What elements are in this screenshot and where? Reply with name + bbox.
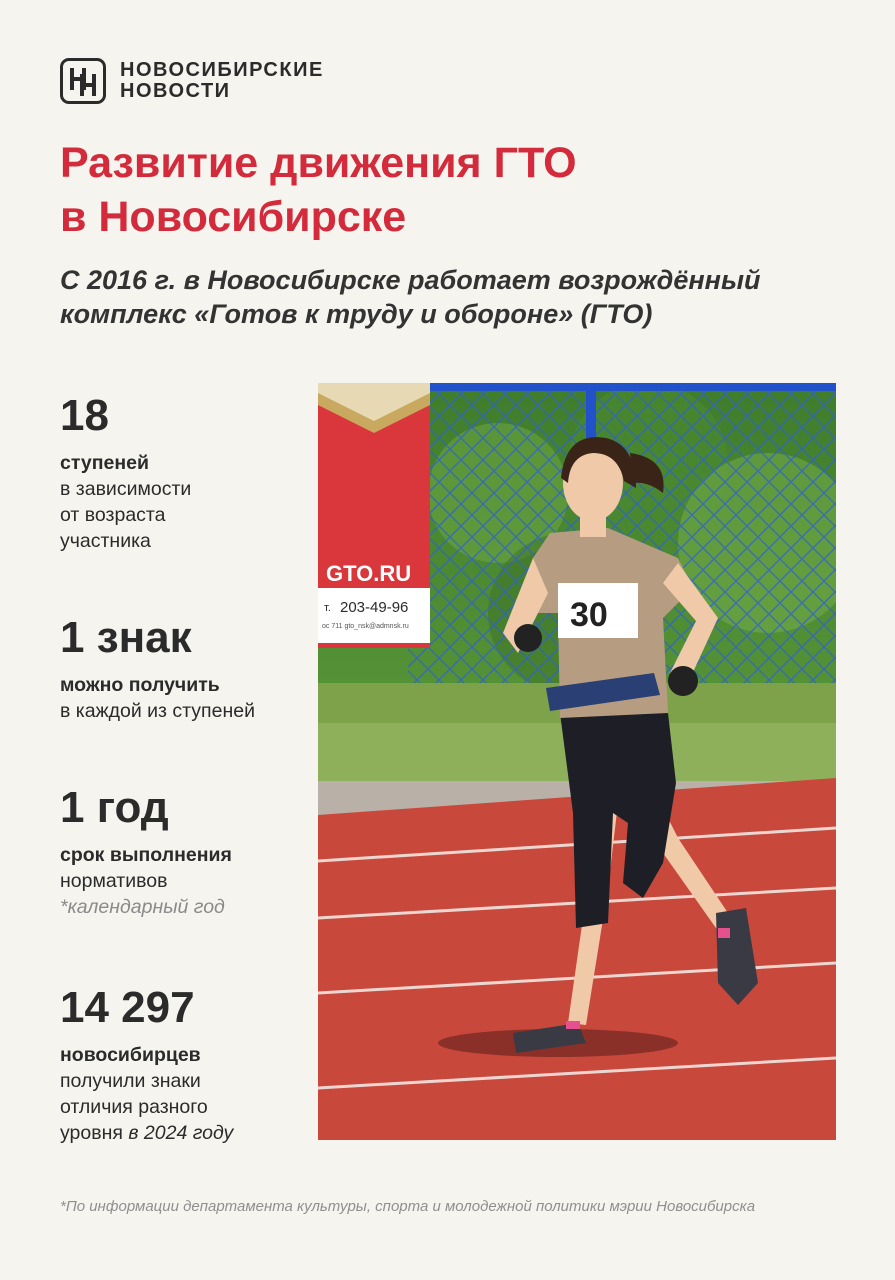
stat-description xyxy=(60,450,310,554)
stat-year xyxy=(60,784,310,920)
stat-description xyxy=(60,1042,310,1146)
stat-line: в каждой из ступеней xyxy=(60,700,255,722)
stat-badge xyxy=(60,614,310,724)
stat-description xyxy=(60,672,310,724)
banner-site-text: GTO.RU xyxy=(326,561,412,586)
banner-phone-text: 203-49-96 xyxy=(340,599,409,616)
stat-description xyxy=(60,842,310,920)
stat-line: срок выполнения xyxy=(60,844,232,866)
stat-line: ступеней xyxy=(60,452,149,474)
bib-number: 30 xyxy=(570,596,608,634)
subtitle-line1: С 2016 г. в Новосибирске работает возрождённый xyxy=(60,265,761,295)
stat-line: отличия разного xyxy=(60,1096,208,1118)
brand-name xyxy=(120,60,324,102)
stat-line: можно получить xyxy=(60,674,220,696)
source-footnote: *По информации департамента культуры, спорта и молодежной политики мэрии Новосибирска xyxy=(60,1198,756,1215)
stat-line: в зависимости xyxy=(60,478,192,500)
banner-small-text: ос 711 gto_nsk@admnsk.ru xyxy=(322,623,409,630)
stat-line xyxy=(60,1120,310,1146)
subtitle-line2: комплекс «Готов к труду и обороне» (ГТО) xyxy=(60,299,653,329)
stat-participants xyxy=(60,984,310,1146)
page-subtitle xyxy=(60,263,850,331)
banner-phone-prefix: т. xyxy=(324,602,331,614)
page-title xyxy=(60,136,840,244)
title-line2: в Новосибирске xyxy=(60,193,407,241)
brand-line2: НОВОСТИ xyxy=(120,80,231,102)
stat-line: получили знаки xyxy=(60,1070,201,1092)
stat-value: 1 знак xyxy=(60,613,192,662)
stat-note: *календарный год xyxy=(60,896,225,918)
brand-logo xyxy=(60,58,324,104)
stat-line: от возраста xyxy=(60,504,166,526)
title-line1: Развитие движения ГТО xyxy=(60,139,577,187)
stat-line: новосибирцев xyxy=(60,1044,201,1066)
stat-line-prefix: уровня xyxy=(60,1122,129,1144)
gto-banner xyxy=(318,383,430,648)
stat-value: 18 xyxy=(60,391,109,440)
stat-line: нормативов xyxy=(60,870,168,892)
brand-line1: НОВОСИБИРСКИЕ xyxy=(120,59,324,81)
stat-value: 14 297 xyxy=(60,983,195,1032)
stat-steps xyxy=(60,392,310,554)
logo-icon xyxy=(60,58,106,104)
stat-line-year: в 2024 году xyxy=(128,1122,234,1144)
stat-line: участника xyxy=(60,530,151,552)
runner-photo xyxy=(318,383,836,1140)
stat-value: 1 год xyxy=(60,783,169,832)
